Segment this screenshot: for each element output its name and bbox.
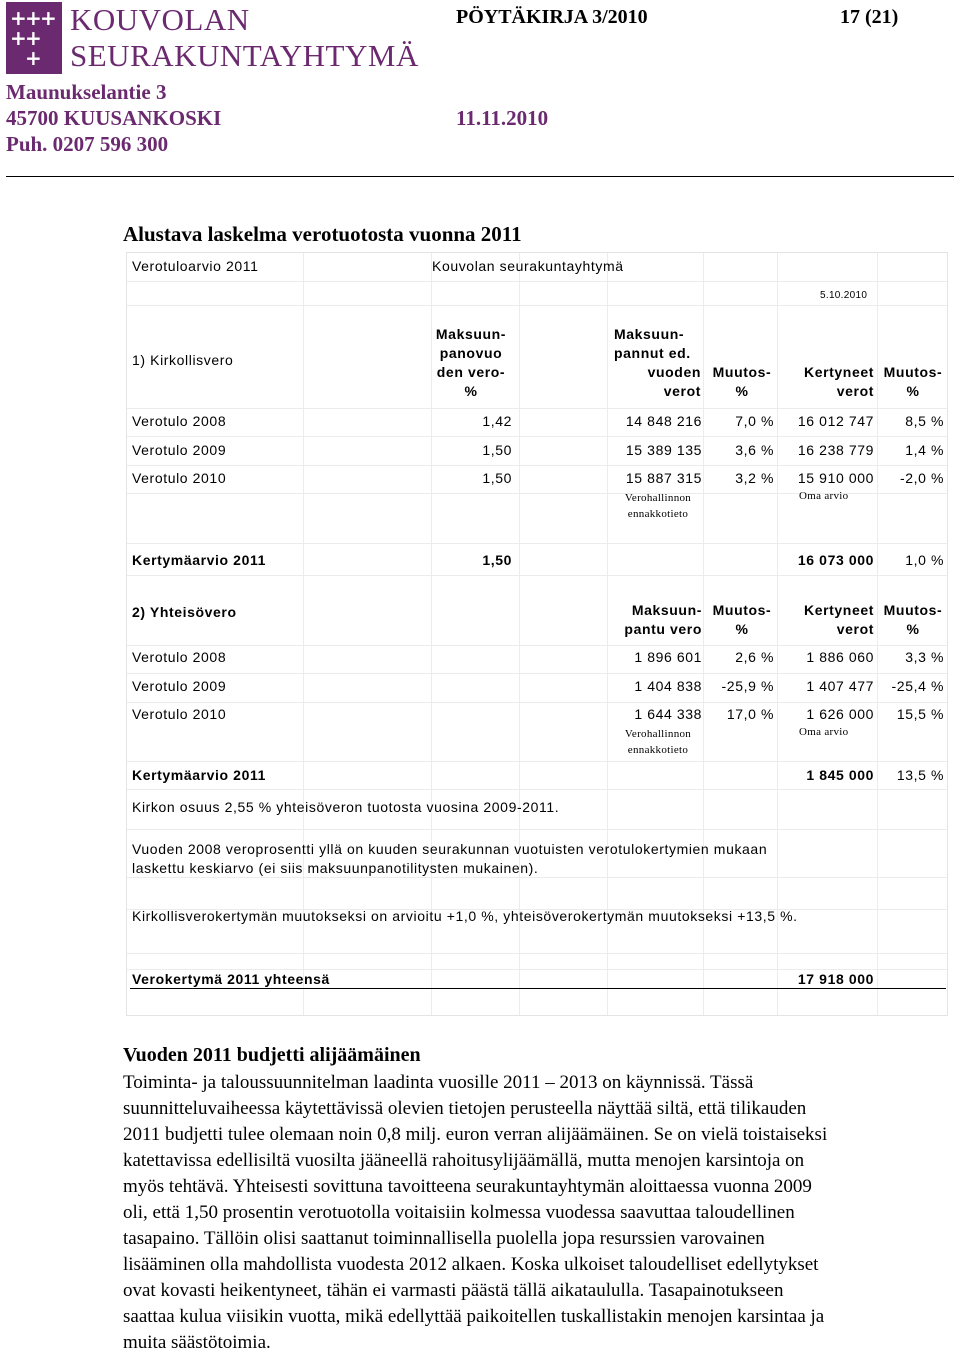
prev-year-column-header: Maksuun- pannut ed. vuoden verot: [614, 326, 701, 399]
org-name-line2: SEURAKUNTAYHTYMÄ: [70, 38, 419, 73]
own-estimate-note: Oma arvio: [799, 726, 849, 738]
crosses-logo-icon: + + + + + +: [6, 2, 62, 74]
own-estimate-note: Oma arvio: [799, 490, 849, 502]
header-divider: [6, 176, 954, 177]
address-street: Maunukselantie 3: [6, 80, 167, 104]
budget-heading: Vuoden 2011 budjetti alijäämäinen: [123, 1044, 421, 1066]
change2-column-header: Muutos- %: [883, 602, 943, 637]
sheet-organization: Kouvolan seurakuntayhtymä: [432, 258, 624, 274]
change-estimate-note: Kirkollisverokertymän muutokseksi on arvioitu +1,0 %, yhteisöverokertymän muutokseksi +13,5 %.: [132, 908, 798, 924]
document-date: 11.11.2010: [456, 106, 549, 130]
corporate-tax-label: 2) Yhteisövero: [132, 604, 237, 620]
source-note: Verohallinnon ennakkotieto: [624, 728, 692, 756]
section-title: Alustava laskelma verotuotosta vuonna 2011: [123, 222, 522, 246]
document-title: PÖYTÄKIRJA 3/2010: [456, 6, 648, 28]
accrued-column-header: Kertyneet verot: [804, 602, 874, 637]
total-value: 17 918 000: [797, 971, 874, 987]
tax-rate-note-line2: laskettu keskiarvo (ei siis maksuunpanotilitysten mukainen).: [132, 860, 539, 876]
levied-column-header: Maksuun- pantu vero: [624, 602, 702, 637]
change1-column-header: Muutos- %: [712, 602, 772, 637]
rate-column-header: Maksuun- panovuo den vero- %: [435, 326, 507, 399]
total-label: Verokertymä 2011 yhteensä: [132, 971, 330, 987]
change2-column-header: Muutos- %: [883, 364, 943, 399]
sheet-title: Verotuloarvio 2011: [132, 258, 259, 274]
total-underline: [130, 988, 946, 989]
tax-rate-note-line1: Vuoden 2008 veroprosentti yllä on kuuden seurakunnan vuotuisten verotulokertymien mukaan: [132, 841, 768, 857]
sheet-date: 5.10.2010: [820, 290, 868, 301]
source-note: Verohallinnon ennakkotieto: [624, 492, 692, 520]
page-number: 17 (21): [840, 6, 899, 28]
address-city: 45700 KUUSANKOSKI: [6, 106, 222, 130]
accrued-column-header: Kertyneet verot: [804, 364, 874, 399]
org-name-line1: KOUVOLAN: [70, 2, 250, 37]
change1-column-header: Muutos- %: [712, 364, 772, 399]
phone-number: Puh. 0207 596 300: [6, 132, 169, 156]
church-tax-label: 1) Kirkollisvero: [132, 352, 234, 368]
church-share-note: Kirkon osuus 2,55 % yhteisöveron tuotosta vuosina 2009-2011.: [132, 799, 560, 815]
budget-paragraph: Toiminta- ja taloussuunnitelman laadinta vuosille 2011 – 2013 on käynnissä. Tässä suunnitteluvaiheessa käytettävissä olevien tietojen perusteella näyttää siltä, että tilikauden 2011 budjetti tulee olemaan noin 0,8 milj. euron verran alijäämäinen. Se on vielä toistaiseksi katettavissa edellisiltä vuosilta jääneellä rahoitusylijäämällä, mutta menojen karsintoja on myös tehtävä. Yhteisesti sovittuna tavoitteena seurakuntayhtymän aloittaessa vuonna 2009 oli, että 1,50 prosentin verotuotolla voitaisiin kolmessa vuodessa saavuttaa taloudellinen tasapaino. Tällöin olisi saattanut toiminnallisella puolella jopa resurssien varovainen lisääminen olla mahdollista vuodesta 2012 alkaen. Koska ulkoiset taloudelliset edellytykset ovat kovasti heikentyneet, tähän ei varmasti päästä tällä aikataululla. Tasapainotukseen saattaa kulua viisikin vuotta, mikä edellyttää paikoitellen tuskallistakin menojen karsintaa ja muita säästötoimia.: [123, 1072, 828, 1353]
